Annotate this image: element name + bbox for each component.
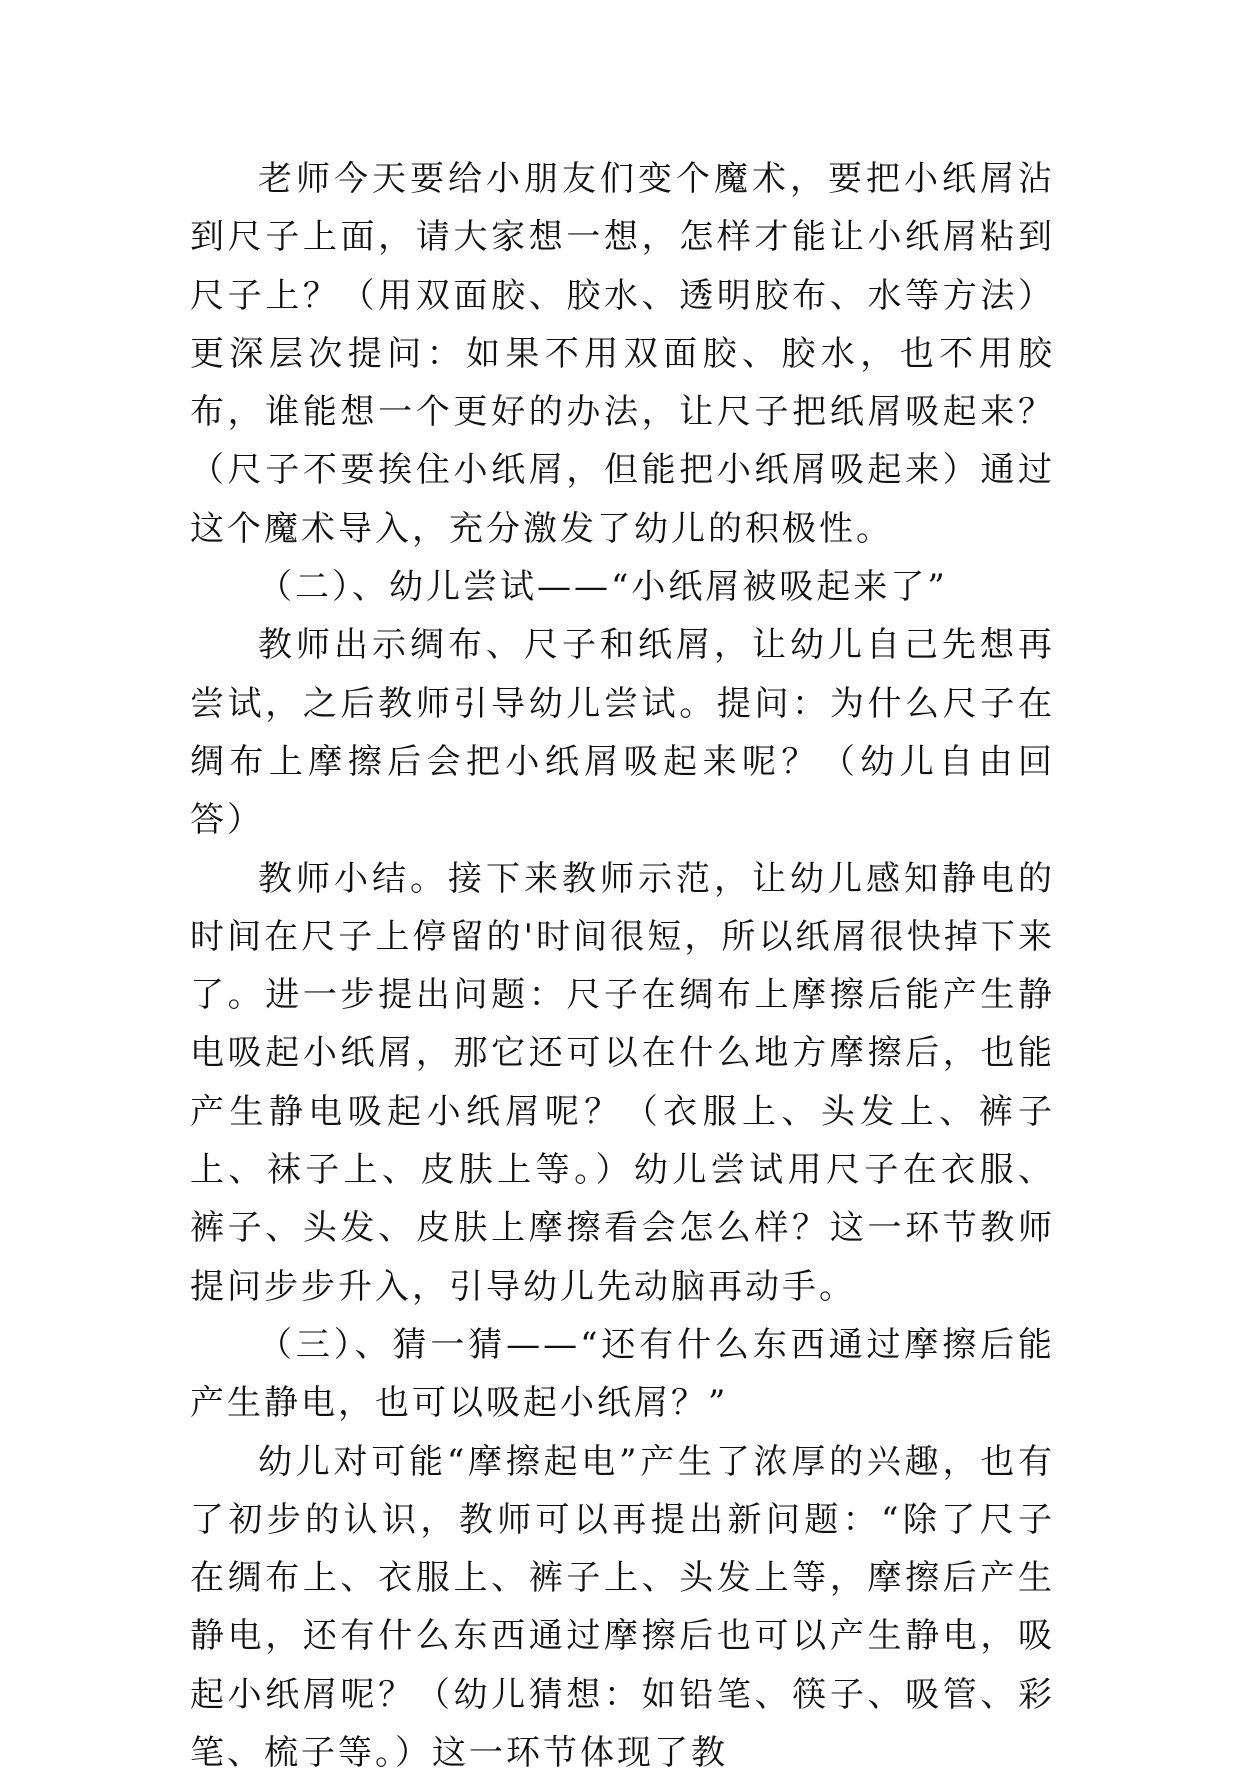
document-body [190,150,1055,1782]
paragraph-magic-intro: 老师今天要给小朋友们变个魔术，要把小纸屑沾到尺子上面，请大家想一想，怎样才能让小纸屑粘到尺子上？（用双面胶、胶水、透明胶布、水等方法）更深层次提问：如果不用双面胶、胶水，也不用胶布，谁能想一个更好的办法，让尺子把纸屑吸起来？（尺子不要挨住小纸屑，但能把小纸屑吸起来）通过这个魔术导入，充分激发了幼儿的积极性。 [190,159,1055,549]
paragraph-teacher-demo: 教师出示绸布、尺子和纸屑，让幼儿自己先想再尝试，之后教师引导幼儿尝试。提问：为什么尺子在绸布上摩擦后会把小纸屑吸起来呢？（幼儿自由回答） [190,625,1055,841]
section-heading-2: （二）、幼儿尝试——“小纸屑被吸起来了” [258,567,948,608]
paragraph-guess: 幼儿对可能“摩擦起电”产生了浓厚的兴趣，也有了初步的认识，教师可以再提出新问题：“除了尺子在绸布上、衣服上、裤子上、头发上等，摩擦后产生静电，还有什么东西通过摩擦后也可以产生静电，吸起小纸屑呢？（幼儿猜想：如铅笔、筷子、吸管、彩笔、梳子等。）这一环节体现了教 [190,1441,1055,1774]
paragraph-teacher-summary: 教师小结。接下来教师示范，让幼儿感知静电的时间在尺子上停留的'时间很短，所以纸屑很快掉下来了。进一步提出问题：尺子在绸布上摩擦后能产生静电吸起小纸屑，那它还可以在什么地方摩擦后，也能产生静电吸起小纸屑呢？（衣服上、头发上、裤子上、袜子上、皮肤上等。）幼儿尝试用尺子在衣服、裤子、头发、皮肤上摩擦看会怎么样？这一环节教师提问步步升入，引导幼儿先动脑再动手。 [190,858,1055,1307]
section-heading-3: （三）、猜一猜——“还有什么东西通过摩擦后能产生静电，也可以吸起小纸屑？” [190,1324,1055,1424]
